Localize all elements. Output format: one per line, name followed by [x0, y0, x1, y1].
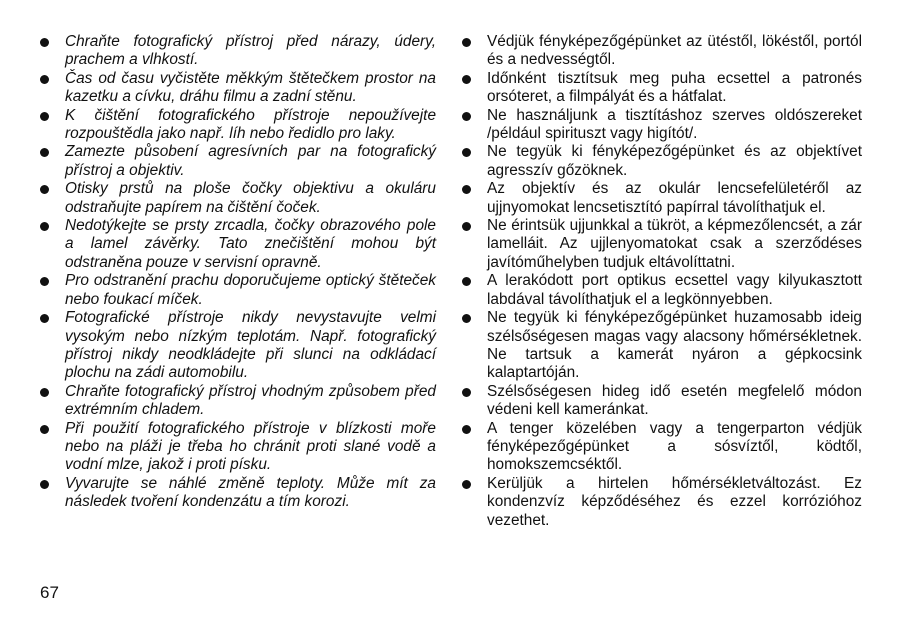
list-item [460, 70, 862, 107]
bullet-icon [462, 38, 471, 47]
bullet-icon [40, 277, 49, 286]
bullet-icon [462, 388, 471, 397]
bullet-icon [40, 112, 49, 121]
hungarian-care-list [460, 33, 862, 530]
czech-column [38, 33, 436, 512]
list-item [460, 143, 862, 180]
item-text: Chraňte fotografický přístroj před nárazy, údery, prachem a vlhkostí. [65, 33, 436, 69]
list-item [38, 383, 436, 420]
list-item [38, 272, 436, 309]
bullet-icon [462, 314, 471, 323]
bullet-icon [462, 148, 471, 157]
hungarian-column [460, 33, 862, 530]
item-text: Při použití fotografického přístroje v blízkosti moře nebo na pláži je třeba ho chránit proti slané vodě a vodní mlze, jakož i proti písku. [65, 419, 436, 474]
item-text: Chraňte fotografický přístroj vhodným způsobem před extrémním chladem. [65, 382, 436, 419]
item-text: Fotografické přístroje nikdy nevystavujte velmi vysokým nebo nízkým teplotám. Např. fotografický přístroj nikdy neodkládejte při slunci na odkládací plochu na zádi automobilu. [65, 309, 436, 382]
item-text: Otisky prstů na ploše čočky objektivu a okuláru odstraňujte papírem na čištění čoček. [65, 180, 436, 216]
bullet-icon [40, 222, 49, 231]
item-text: Időnként tisztítsuk meg puha ecsettel a patronés orsóteret, a filmpályát és a hátfalat. [487, 69, 862, 106]
list-item [460, 217, 862, 272]
bullet-icon [40, 480, 49, 489]
item-text: Ne tegyük ki fényképezőgépünket huzamosabb ideig szélsőségesen magas vagy alacsony hőmérsékletnek. Ne tartsuk a kamerát nyáron a gépkocsink kalaptartóján. [487, 309, 862, 382]
item-text: Ne használjunk a tisztításhoz szerves oldószereket /például spirituszt vagy higítót/. [487, 106, 862, 143]
list-item [460, 107, 862, 144]
bullet-icon [40, 75, 49, 84]
bullet-icon [462, 75, 471, 84]
list-item [460, 180, 862, 217]
list-item [460, 33, 862, 70]
bullet-icon [462, 480, 471, 489]
item-text: Pro odstranění prachu doporučujeme optický štěteček nebo foukací míček. [65, 272, 436, 308]
item-text: A tenger közelében vagy a tengerparton védjük fényképezőgépünket a sósvíztől, ködtől, homokszemcséktől. [487, 419, 862, 474]
list-item [38, 475, 436, 512]
list-item [460, 383, 862, 420]
bullet-icon [40, 185, 49, 194]
list-item [38, 217, 436, 272]
bullet-icon [462, 277, 471, 286]
bullet-icon [462, 185, 471, 194]
list-item [460, 309, 862, 383]
bullet-icon [462, 425, 471, 434]
list-item [38, 180, 436, 217]
item-text: Nedotýkejte se prsty zrcadla, čočky obrazového pole a lamel závěrky. Tato znečištění mohou být odstraněna pouze v servisní opravně. [65, 217, 436, 271]
item-text: Ne tegyük ki fényképezőgépünket és az objektívet agresszív gőzöknek. [487, 143, 862, 179]
item-text: A lerakódott port optikus ecsettel vagy kilyukasztott labdával távolíthatjuk el a legkönnyebben. [487, 272, 862, 308]
bullet-icon [462, 112, 471, 121]
list-item [38, 107, 436, 144]
bullet-icon [40, 314, 49, 323]
list-item [38, 70, 436, 107]
bullet-icon [40, 425, 49, 434]
list-item [38, 420, 436, 475]
item-text: Ne érintsük ujjunkkal a tükröt, a képmezőlencsét, a zár lamelláit. Az ujjlenyomatokat csak a szerződéses javítóműhelyben tudjuk eltávolíttatni. [487, 217, 862, 271]
bullet-icon [40, 388, 49, 397]
list-item [460, 272, 862, 309]
item-text: Védjük fényképezőgépünket az ütéstől, lökéstől, portól és a nedvességtől. [487, 33, 862, 69]
item-text: Az objektív és az okulár lencsefelületéről az ujjnyomokat lencsetisztító papírral távolíthatjuk el. [487, 180, 862, 216]
list-item [38, 33, 436, 70]
item-text: Szélsőségesen hideg idő esetén megfelelő módon védeni kell kameránkat. [487, 382, 862, 419]
page-number: 67 [40, 583, 59, 602]
item-text: Kerüljük a hirtelen hőmérsékletváltozást. Ez kondenzvíz képződéséhez és ezzel korrózióhoz vezethet. [487, 474, 862, 529]
item-text: Čas od času vyčistěte měkkým štětečkem prostor na kazetku a cívku, dráhu filmu a zadní stěnu. [65, 69, 436, 106]
item-text: K čištění fotografického přístroje nepoužívejte rozpouštědla jako např. líh nebo ředidlo pro laky. [65, 106, 436, 143]
bullet-icon [462, 222, 471, 231]
item-text: Vyvarujte se náhlé změně teploty. Může mít za následek tvoření kondenzátu a tím korozi. [65, 474, 436, 511]
bullet-icon [40, 38, 49, 47]
czech-care-list [38, 33, 436, 512]
list-item [38, 143, 436, 180]
list-item [460, 475, 862, 530]
bullet-icon [40, 148, 49, 157]
list-item [38, 309, 436, 383]
list-item [460, 420, 862, 475]
item-text: Zamezte působení agresívních par na fotografický přístroj a objektiv. [65, 143, 436, 179]
